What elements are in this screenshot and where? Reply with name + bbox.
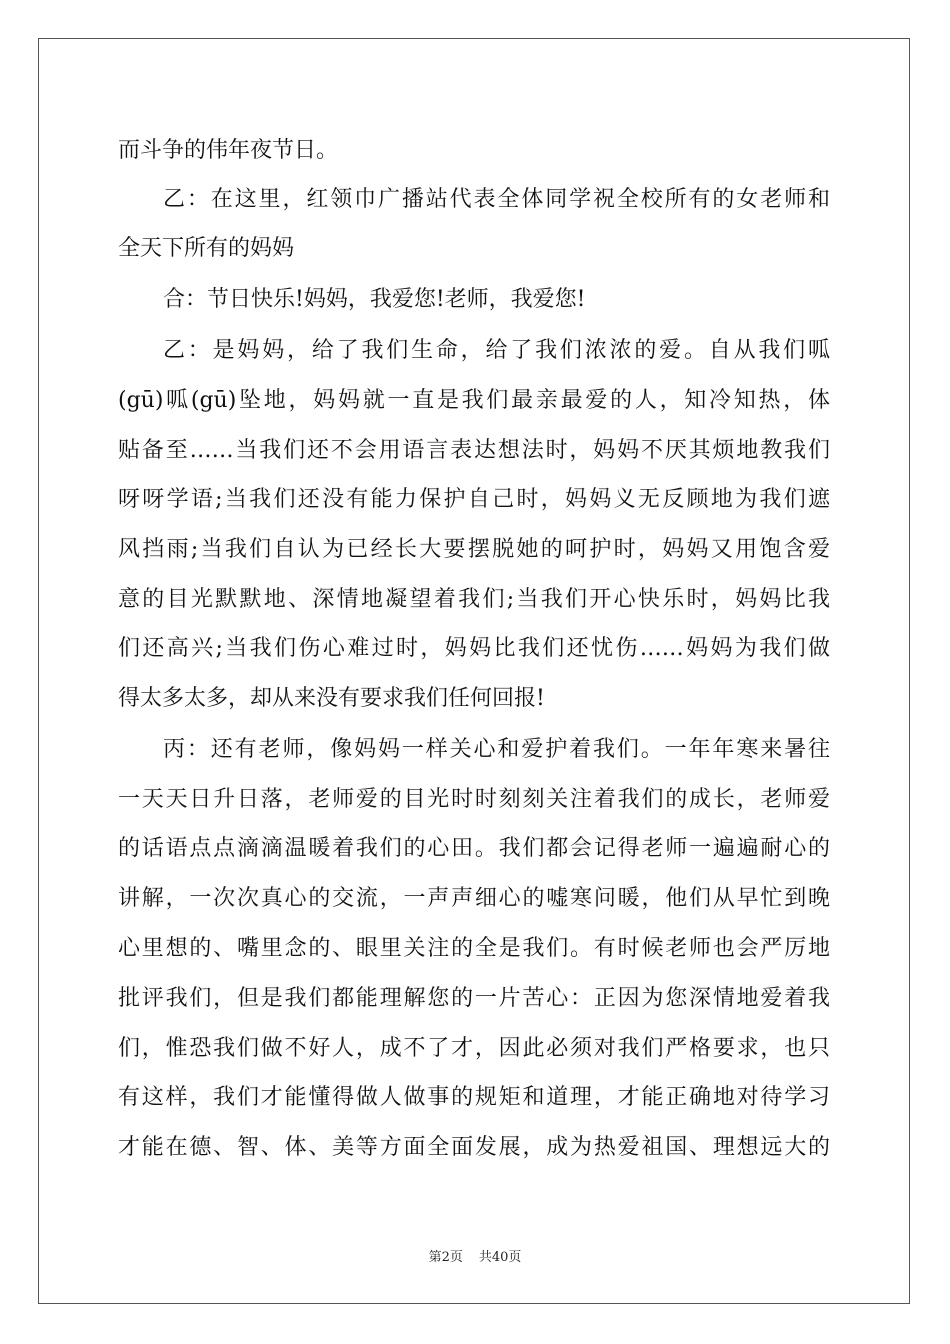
text-line: 而斗争的伟年夜节日。 [118,138,339,163]
text-line: 意的目光默默地、深情地凝望着我们;当我们开心快乐时，妈妈比我 [118,587,830,612]
text-line: 合：节日快乐!妈妈，我爱您!老师，我爱您! [163,287,586,312]
text-line: 全天下所有的妈妈 [118,236,295,261]
page-footer [0,1249,950,1267]
text-line: 乙：在这里，红领巾广播站代表全体同学祝全校所有的女老师和 [163,187,830,212]
text-line: 才能在德、智、体、美等方面全面发展，成为热爱祖国、理想远大的 [118,1135,830,1160]
text-line: 有这样，我们才能懂得做人做事的规矩和道理，才能正确地对待学习 [118,1085,830,1110]
text-line: 丙：还有老师，像妈妈一样关心和爱护着我们。一年年寒来暑往 [163,737,830,762]
page-frame [38,38,910,1304]
text-line: 批评我们，但是我们都能理解您的一片苦心：正因为您深情地爱着我 [118,986,830,1011]
text-line: 贴备至……当我们还不会用语言表达想法时，妈妈不厌其烦地教我们 [118,438,830,463]
page-number: 第2页 [428,1250,463,1265]
text-line: 心里想的、嘴里念的、眼里关注的全是我们。有时候老师也会严厉地 [118,936,830,961]
text-line: 一天天日升日落，老师爱的目光时时刻刻关注着我们的成长，老师爱 [118,787,830,812]
text-line: 们，惟恐我们做不好人，成不了才，因此必须对我们严格要求，也只 [118,1036,830,1061]
page-total: 共40页 [478,1250,522,1265]
text-line: 呀呀学语;当我们还没有能力保护自己时，妈妈义无反顾地为我们遮 [118,487,830,512]
text-line: 的话语点点滴滴温暖着我们的心田。我们都会记得老师一遍遍耐心的 [118,836,830,861]
text-line: (gū)呱(gū)坠地，妈妈就一直是我们最亲最爱的人，知冷知热，体 [118,388,830,413]
text-line: 得太多太多，却从来没有要求我们任何回报! [118,686,545,711]
text-line: 们还高兴;当我们伤心难过时，妈妈比我们还忧伤……妈妈为我们做 [118,636,830,661]
text-line: 风挡雨;当我们自认为已经长大要摆脱她的呵护时，妈妈又用饱含爱 [118,537,830,562]
text-line: 讲解，一次次真心的交流，一声声细心的嘘寒问暖，他们从早忙到晚 [118,886,830,911]
text-line: 乙：是妈妈，给了我们生命，给了我们浓浓的爱。自从我们呱 [163,338,830,363]
